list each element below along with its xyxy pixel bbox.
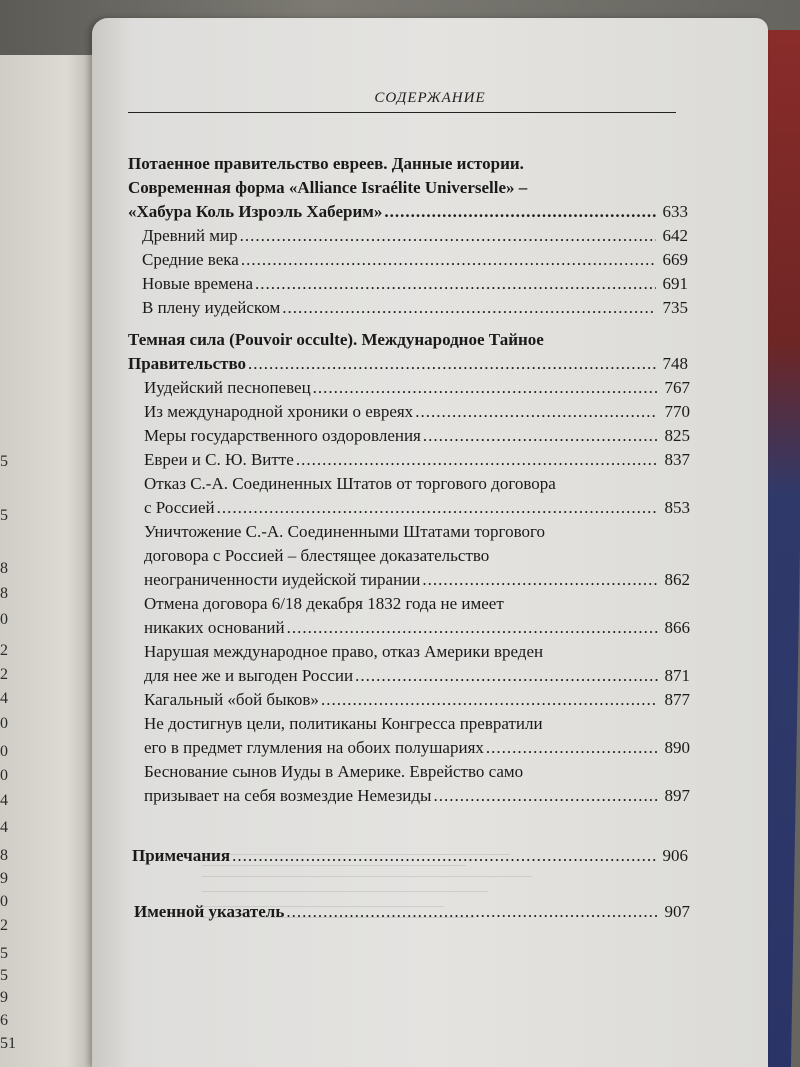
- entry-title: призывает на себя возмездие Немезиды: [144, 786, 432, 805]
- left-page-number: 0: [0, 767, 8, 784]
- toc-entry: [142, 250, 688, 270]
- toc-entry: [144, 498, 690, 518]
- toc-entry: [144, 450, 690, 470]
- page-number: 767: [664, 378, 690, 397]
- left-page-number: 9: [0, 989, 8, 1006]
- leader-dots: [423, 426, 658, 446]
- section-title-line: Потаенное правительство евреев. Данные истории.: [128, 154, 524, 173]
- left-page-number: 5: [0, 453, 8, 470]
- page-number: 825: [664, 426, 690, 445]
- entry-title: Примечания: [132, 846, 231, 865]
- left-page-number: 8: [0, 585, 8, 602]
- leader-dots: [415, 402, 658, 422]
- left-page: [0, 55, 96, 1067]
- entry-title: для нее же и выгоден России: [144, 666, 354, 685]
- page-number: 691: [662, 274, 688, 293]
- left-page-number: 5: [0, 507, 8, 524]
- page-number: 871: [664, 666, 690, 685]
- left-page-number: 2: [0, 666, 8, 683]
- page-number: 862: [664, 570, 690, 589]
- header-rule: [128, 112, 676, 113]
- entry-title: Кагальный «бой быков»: [144, 690, 319, 709]
- entry-title-line: Нарушая международное право, отказ Америки вреден: [144, 642, 544, 661]
- toc-entry: [144, 618, 690, 638]
- toc-entry: [142, 274, 688, 294]
- leader-dots: [287, 618, 658, 638]
- page-number: 877: [664, 690, 690, 709]
- toc-entry: [144, 666, 690, 686]
- page-number: 906: [662, 846, 688, 865]
- left-page-number: 4: [0, 819, 8, 836]
- left-page-number: 0: [0, 893, 8, 910]
- entry-title: никаких оснований: [144, 618, 285, 637]
- toc-entry: [144, 378, 690, 398]
- section-title-line: Правительство: [128, 354, 247, 373]
- entry-title-line: договора с Россией – блестящее доказательство: [144, 546, 490, 565]
- entry-title: Евреи и С. Ю. Витте: [144, 450, 294, 469]
- left-page-number: 6: [0, 1012, 8, 1029]
- toc-entry: [144, 426, 690, 446]
- toc-entry: [142, 298, 688, 318]
- left-page-number: 5: [0, 945, 8, 962]
- page-number: 866: [664, 618, 690, 637]
- entry-title-line: Отмена договора 6/18 декабря 1832 года не имеет: [144, 594, 504, 613]
- page-number: 669: [662, 250, 688, 269]
- entry-title: В плену иудейском: [142, 298, 281, 317]
- contents-page: [92, 18, 768, 1067]
- leader-dots: [422, 570, 658, 590]
- left-page-number: 4: [0, 792, 8, 809]
- toc-entry: [144, 738, 690, 758]
- page-number: 837: [664, 450, 690, 469]
- page-number: 633: [662, 202, 688, 221]
- entry-title: неограниченности иудейской тирании: [144, 570, 421, 589]
- leader-dots: [384, 202, 656, 222]
- section-title-line: Современная форма «Alliance Israélite Universelle» –: [128, 178, 528, 197]
- left-page-number: 0: [0, 743, 8, 760]
- entry-title: Средние века: [142, 250, 239, 269]
- page-number: 642: [662, 226, 688, 245]
- toc-section-2: [128, 354, 688, 374]
- left-page-number: 8: [0, 847, 8, 864]
- leader-dots: [217, 498, 658, 518]
- toc-entry: [144, 570, 690, 590]
- bleed-through-text: [202, 848, 642, 1058]
- entry-title-line: Беснование сынов Иуды в Америке. Еврейство само: [144, 762, 524, 781]
- entry-title: Меры государственного оздоровления: [144, 426, 421, 445]
- left-page-number: 5: [0, 967, 8, 984]
- page-number: 770: [664, 402, 690, 421]
- page-number: 748: [662, 354, 688, 373]
- leader-dots: [296, 450, 658, 470]
- left-page-number: 0: [0, 611, 8, 628]
- entry-title: Из международной хроники о евреях: [144, 402, 414, 421]
- toc-entry: [142, 226, 688, 246]
- entry-title-line: Уничтожение С.-А. Соединенными Штатами торгового: [144, 522, 546, 541]
- section-title-line: Темная сила (Pouvoir occulte). Международное Тайное: [128, 330, 544, 349]
- leader-dots: [321, 690, 658, 710]
- toc-entry: [144, 690, 690, 710]
- entry-title-line: Отказ С.-А. Соединенных Штатов от торгового договора: [144, 474, 556, 493]
- page-number: 735: [662, 298, 688, 317]
- leader-dots: [355, 666, 658, 686]
- left-page-number: 8: [0, 560, 8, 577]
- leader-dots: [248, 354, 656, 374]
- leader-dots: [240, 226, 656, 246]
- left-page-number: 9: [0, 870, 8, 887]
- page-header: СОДЕРЖАНИЕ: [374, 90, 486, 106]
- entry-title-line: Не достигнув цели, политиканы Конгресса превратили: [144, 714, 543, 733]
- entry-title: Древний мир: [142, 226, 238, 245]
- entry-title: Новые времена: [142, 274, 254, 293]
- toc-section-1: [128, 202, 688, 222]
- toc-entry: [144, 786, 690, 806]
- entry-title: Именной указатель: [134, 902, 285, 921]
- leader-dots: [255, 274, 656, 294]
- leader-dots: [241, 250, 656, 270]
- toc-entry: [144, 402, 690, 422]
- page-number: 907: [664, 902, 690, 921]
- page-number: 890: [664, 738, 690, 757]
- leader-dots: [313, 378, 658, 398]
- left-page-number: 2: [0, 917, 8, 934]
- leader-dots: [486, 738, 658, 758]
- page-number: 853: [664, 498, 690, 517]
- left-page-number: 51: [0, 1035, 16, 1052]
- left-page-number: 0: [0, 715, 8, 732]
- left-page-number: 4: [0, 690, 8, 707]
- leader-dots: [433, 786, 658, 806]
- leader-dots: [282, 298, 656, 318]
- entry-title: его в предмет глумления на обоих полушариях: [144, 738, 484, 757]
- section-title-line: «Хабура Коль Изроэль Хаберим»: [128, 202, 383, 221]
- left-page-number: 2: [0, 642, 8, 659]
- entry-title: с Россией: [144, 498, 215, 517]
- entry-title: Иудейский песнопевец: [144, 378, 311, 397]
- page-number: 897: [664, 786, 690, 805]
